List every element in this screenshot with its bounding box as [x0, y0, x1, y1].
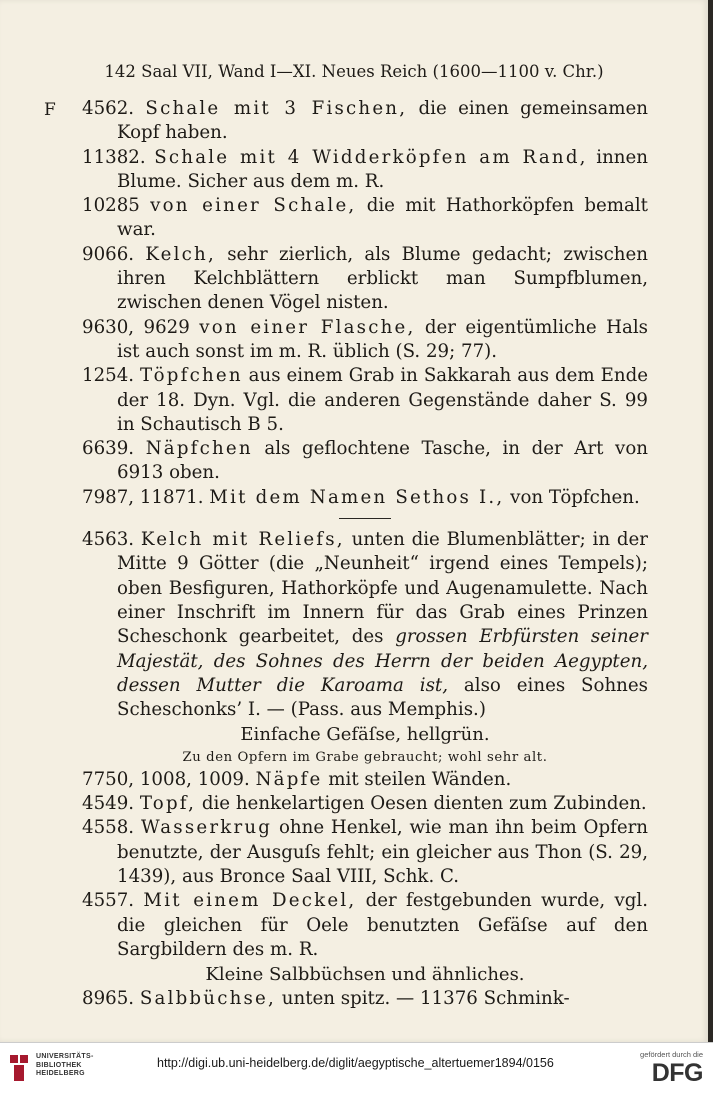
catalog-entry — [82, 889, 648, 962]
entry-text: die henkelartigen Oesen dienten zum Zubinden. — [196, 793, 647, 815]
entry-text: innen Blume. Sicher aus dem m. R. — [117, 146, 648, 192]
entry-8965 — [82, 987, 648, 1011]
section-heading-1: Einfache Gefäſse, hellgrün. — [240, 724, 490, 746]
university-logo-text — [36, 1053, 94, 1079]
entry-title: Kelch, — [145, 243, 216, 265]
university-logo-icon — [8, 1051, 30, 1083]
entry-text: unten spitz. — 11376 Schmink- — [275, 988, 570, 1010]
entry-number: 4558. — [82, 817, 135, 839]
catalog-entry — [82, 194, 648, 243]
entry-title: Mit dem Namen Sethos I., — [209, 486, 505, 508]
entry-number: 8965. — [82, 988, 135, 1010]
margin-mark: F — [44, 100, 56, 120]
entry-text: die einen gemeinsamen Kopf haben. — [117, 98, 649, 144]
entry-number: 4563. — [82, 529, 135, 551]
entry-title: Wasserkrug — [140, 817, 273, 839]
entries-group-a — [82, 97, 648, 510]
entries-group-b — [82, 768, 648, 962]
entry-title: Schale mit 4 Widderköpfen am Rand, — [154, 146, 588, 168]
entry-text: die mit Hathorköpfen bemalt war. — [117, 195, 648, 241]
entry-title: Kelch mit Reliefs, — [140, 529, 345, 551]
entry-text: sehr zierlich, als Blume gedacht; zwischen ihren Kelchblättern erblickt man Sumpfblumen, zwischen denen Vögel nisten. — [117, 243, 648, 314]
entry-number: 1254. — [82, 365, 135, 387]
footer-bar — [0, 1042, 713, 1093]
entry-number: 4562. — [82, 98, 135, 119]
entry-text: der eigentümliche Hals ist auch sonst im m. R. üblich (S. 29; 77). — [117, 316, 648, 362]
entry-text: der festgebunden wurde, vgl. die gleichen für Oele benutzten Gefäſse auf den Sargbildern des m. R. — [117, 890, 648, 960]
catalog-entry — [82, 486, 648, 510]
catalog-entry — [82, 243, 648, 316]
separator-rule — [339, 518, 391, 519]
catalog-entry — [82, 768, 648, 792]
logo-line-1: UNIVERSITÄTS- — [36, 1053, 94, 1060]
page-edge — [708, 0, 713, 1042]
source-url-link[interactable]: http://digi.ub.uni-heidelberg.de/diglit/aegyptische_altertuemer1894/0156 — [157, 1056, 554, 1070]
catalog-entry — [82, 316, 648, 365]
entry-italic-text: grossen Erbfürsten seiner Majestät, des Sohnes des Herrn der beiden Aegypten, dessen Mutter die Karoama ist, — [117, 626, 649, 696]
entry-4563 — [82, 528, 648, 722]
entry-title: von einer Flasche, — [199, 316, 416, 338]
entry-text: aus einem Grab in Sakkarah aus dem Ende der 18. Dyn. Vgl. die anderen Gegenstände daher S. 99 in Schautisch B 5. — [117, 365, 648, 435]
entry-text: von Töpfchen. — [504, 486, 640, 508]
entry-title: Topf, — [139, 793, 197, 815]
catalog-entry — [82, 437, 648, 486]
entry-number: 11382. — [82, 146, 146, 168]
catalog-entry — [82, 816, 648, 889]
entry-title: Töpfchen — [140, 365, 243, 387]
page-header: 142 Saal VII, Wand I—XI. Neues Reich (1600—1100 v. Chr.) — [104, 62, 604, 81]
dfg-caption: gefördert durch die — [640, 1050, 703, 1059]
entry-text: ohne Henkel, wie man ihn beim Opfern benutzte, der Ausguſs fehlt; ein gleicher aus Thon (S. 29, 1439), aus Bronce Saal VIII, Schk. C. — [117, 817, 648, 887]
body-text — [82, 97, 648, 1012]
entry-number: 9066. — [82, 243, 135, 265]
entry-title: Schale mit 3 Fischen, — [145, 98, 408, 119]
entry-number: 9630, 9629 — [82, 316, 190, 338]
entry-title: Salbbüchse, — [139, 988, 276, 1010]
entry-text: als geflochtene Tasche, in der Art von 6913 oben. — [117, 438, 648, 484]
entry-title: Mit einem Deckel, — [143, 890, 357, 912]
entry-number: 7750, 1008, 1009. — [82, 768, 250, 790]
catalog-entry — [82, 97, 648, 146]
entry-number: 6639. — [82, 438, 135, 460]
entry-title: Näpfchen — [145, 438, 253, 460]
section-subheading-1: Zu den Opfern im Grabe gebraucht; wohl sehr alt. — [182, 749, 548, 765]
catalog-entry — [82, 364, 648, 437]
entry-text-end: also eines Sohnes Scheschonks’ I. — (Pass. aus Memphis.) — [117, 674, 648, 721]
logo-line-3: HEIDELBERG — [36, 1070, 85, 1077]
entry-number: 7987, 11871. — [82, 486, 204, 508]
catalog-entry — [82, 146, 648, 195]
entry-text: mit steilen Wänden. — [322, 768, 512, 790]
section-heading-2: Kleine Salbbüchsen und ähnliches. — [205, 964, 525, 986]
entry-title: Näpfe — [255, 768, 323, 790]
dfg-logo: DFG — [651, 1059, 703, 1087]
entry-number: 4549. — [82, 793, 135, 815]
entry-title: von einer Schale, — [150, 195, 357, 217]
entry-number: 4557. — [82, 890, 135, 912]
entry-text: unten die Blumenblätter; in der Mitte 9 Götter (die „Neunheit“ irgend eines Tempels); oben Besfiguren, Hathorköpfe und Augenamulette. Nach einer Inschrift im Innern für das Grab eines Prinzen Scheschonk gearbeitet, des — [117, 529, 648, 648]
entry-number: 10285 — [82, 195, 140, 217]
logo-line-2: BIBLIOTHEK — [36, 1061, 82, 1069]
catalog-entry — [82, 792, 648, 816]
